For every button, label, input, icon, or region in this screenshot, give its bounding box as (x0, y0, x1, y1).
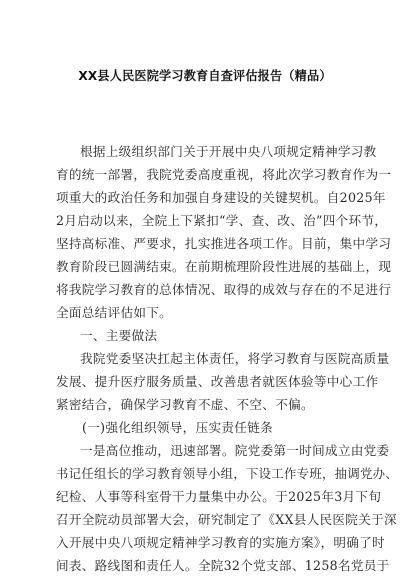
paragraph-1-line: 2月启动以来，全院上下紧扣“学、查、改、治”四个环节， (56, 213, 388, 228)
paragraph-3-line: 间表、路线图和责任人。全院32个党支部、1258名党员于 (56, 558, 390, 573)
section-heading: 一、主要做法 (80, 328, 158, 343)
paragraph-1-line: 根据上级组织部门关于开展中央八项规定精神学习教 (80, 144, 377, 159)
paragraph-1-line: 全面总结评估如下。 (56, 305, 173, 320)
paragraph-2-line: 发展、提升医疗服务质量、改善患者就医体验等中心工作 (56, 374, 379, 389)
paragraph-1-line: 教育阶段已圆满结束。在前期梳理阶段性进展的基础上，现 (56, 259, 392, 274)
paragraph-1-line: 项重大的政治任务和加强自身建设的关键契机。自2025年 (56, 190, 386, 205)
paragraph-1-line: 将我院学习教育的总体情况、取得的成效与存在的不足进行 (56, 282, 392, 297)
paragraph-1-line: 坚持高标准、严要求，扎实推进各项工作。目前，集中学习 (56, 236, 392, 251)
document-title: XX县人民医院学习教育自查评估报告（精品） (78, 68, 332, 83)
paragraph-3-line: 一是高位推动，迅速部署。院党委第一时间成立由党委 (80, 443, 390, 458)
paragraph-3-line: 书记任组长的学习教育领导小组，下设工作专班，抽调党办、 (56, 466, 399, 481)
paragraph-3-line: 召开全院动员部署大会，研究制定了《XX县人民医院关于深 (56, 512, 397, 527)
subsection-heading: (一)强化组织领导，压实责任链条 (82, 420, 273, 435)
paragraph-3-line: 纪检、人事等科室骨干力量集中办公。于2025年3月下旬 (56, 489, 382, 504)
paragraph-1-line: 育的统一部署，我院党委高度重视，将此次学习教育作为一 (56, 167, 392, 182)
paragraph-2-line: 紧密结合，确保学习教育不虚、不空、不偏。 (56, 397, 314, 412)
paragraph-2-line: 我院党委坚决扛起主体责任，将学习教育与医院高质量 (80, 351, 390, 366)
paragraph-3-line: 入开展中央八项规定精神学习教育的实施方案》，明确了时 (56, 535, 385, 550)
